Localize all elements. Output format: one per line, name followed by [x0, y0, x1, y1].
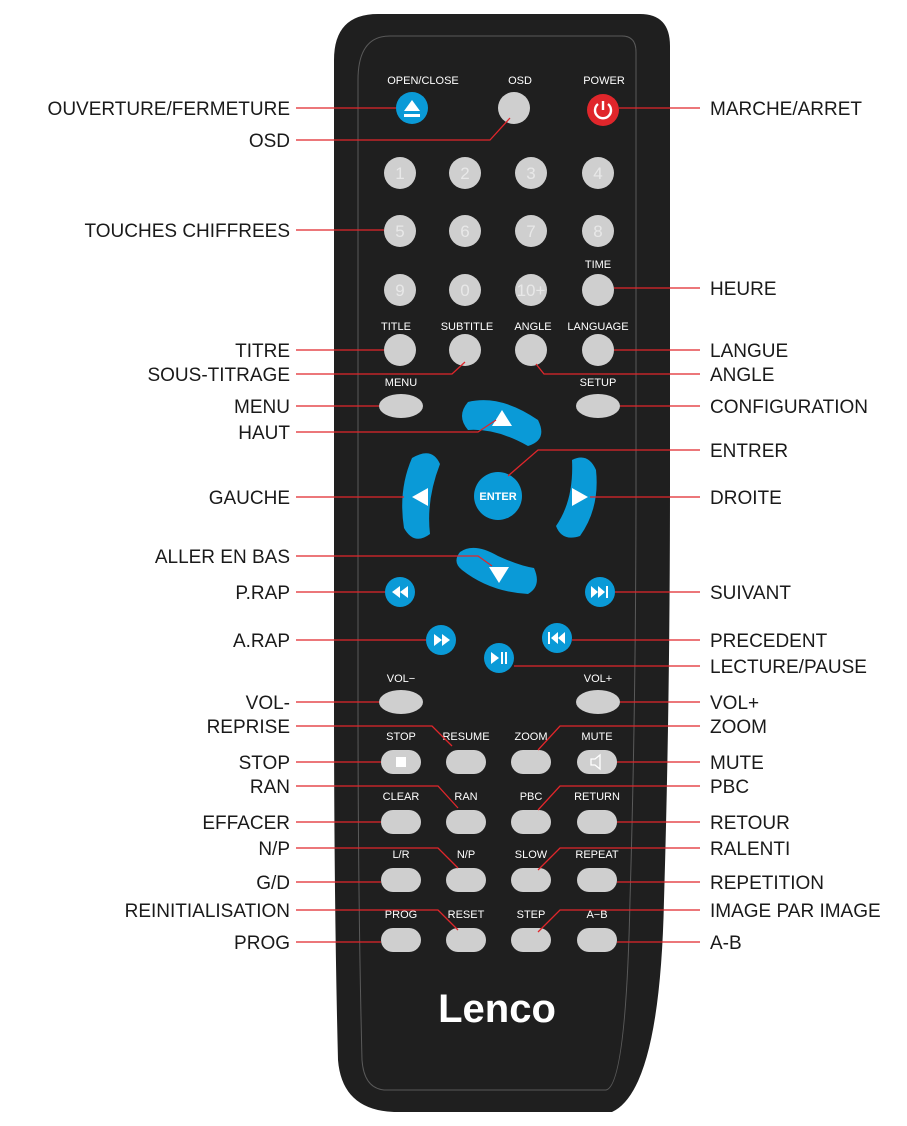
title-button[interactable] — [384, 334, 416, 366]
digit-label: 4 — [593, 164, 603, 183]
label-vol_minus: VOL- — [245, 693, 290, 714]
title-caption: TITLE — [381, 321, 411, 333]
label-configuration: CONFIGURATION — [710, 397, 868, 418]
mute-button[interactable] — [577, 750, 617, 774]
label-angle: ANGLE — [710, 365, 775, 386]
label-retour: RETOUR — [710, 813, 790, 834]
label-np: N/P — [258, 839, 290, 860]
vol-plus-caption: VOL+ — [583, 673, 613, 685]
np-caption: N/P — [456, 849, 476, 861]
label-a_rap: A.RAP — [232, 631, 290, 652]
label-touches: TOUCHES CHIFFREES — [84, 221, 290, 242]
prog-caption: PROG — [384, 909, 418, 921]
label-osd: OSD — [248, 131, 290, 152]
subtitle-button[interactable] — [449, 334, 481, 366]
open-close-caption: OPEN/CLOSE — [387, 75, 459, 87]
pbc-button[interactable] — [511, 810, 551, 834]
digit-label: 10+ — [516, 281, 546, 300]
enter-caption: ENTER — [479, 491, 517, 503]
stop-icon — [396, 757, 406, 767]
label-repetition: REPETITION — [710, 873, 825, 894]
angle-button[interactable] — [515, 334, 547, 366]
language-button[interactable] — [582, 334, 614, 366]
label-ran: RAN — [249, 777, 290, 798]
digit-label: 2 — [460, 164, 470, 183]
lr-button[interactable] — [381, 868, 421, 892]
menu-button[interactable] — [379, 394, 423, 418]
digit-label: 1 — [395, 164, 405, 183]
label-image_par_image: IMAGE PAR IMAGE — [710, 901, 881, 922]
label-pbc: PBC — [710, 777, 750, 798]
return-button[interactable] — [577, 810, 617, 834]
resume-caption: RESUME — [442, 731, 490, 743]
label-prog: PROG — [234, 933, 290, 954]
step-button[interactable] — [511, 928, 551, 952]
language-caption: LANGUAGE — [567, 321, 629, 333]
digit-label: 7 — [526, 222, 536, 241]
osd-caption: OSD — [508, 75, 532, 87]
menu-caption: MENU — [384, 377, 418, 389]
label-mute: MUTE — [710, 753, 764, 774]
slow-caption: SLOW — [514, 849, 548, 861]
label-ralenti: RALENTI — [710, 839, 791, 860]
ab-button[interactable] — [577, 928, 617, 952]
label-zoom: ZOOM — [710, 717, 767, 738]
mute-caption: MUTE — [581, 731, 613, 743]
label-gd: G/D — [256, 873, 290, 894]
label-aller_bas: ALLER EN BAS — [154, 547, 290, 568]
angle-caption: ANGLE — [514, 321, 552, 333]
clear-button[interactable] — [381, 810, 421, 834]
resume-button[interactable] — [446, 750, 486, 774]
digit-label: 8 — [593, 222, 603, 241]
vol-plus-button[interactable] — [576, 690, 620, 714]
label-marche: MARCHE/ARRET — [710, 99, 863, 120]
power-caption: POWER — [583, 75, 625, 87]
setup-button[interactable] — [576, 394, 620, 418]
slow-button[interactable] — [511, 868, 551, 892]
previous-icon — [548, 632, 550, 644]
prog-button[interactable] — [381, 928, 421, 952]
time-caption: TIME — [584, 259, 612, 271]
label-precedent: PRECEDENT — [710, 631, 828, 652]
stop-caption: STOP — [386, 731, 416, 743]
osd-button[interactable] — [498, 92, 530, 124]
clear-caption: CLEAR — [382, 791, 420, 803]
digit-label: 5 — [395, 222, 405, 241]
label-langue: LANGUE — [710, 341, 789, 362]
label-droite: DROITE — [710, 488, 782, 509]
label-heure: HEURE — [710, 279, 777, 300]
label-ab: A-B — [710, 933, 742, 954]
label-menu: MENU — [234, 397, 290, 418]
label-titre: TITRE — [235, 341, 290, 362]
vol-minus-caption: VOL− — [386, 673, 416, 685]
label-ouverture: OUVERTURE/FERMETURE — [47, 99, 290, 120]
label-vol_plus: VOL+ — [710, 693, 760, 714]
digit-label: 9 — [395, 281, 405, 300]
return-caption: RETURN — [574, 791, 620, 803]
label-suivant: SUIVANT — [710, 583, 791, 604]
setup-caption: SETUP — [579, 377, 617, 389]
reset-caption: RESET — [447, 909, 485, 921]
digit-label: 0 — [460, 281, 470, 300]
zoom-button[interactable] — [511, 750, 551, 774]
ran-caption: RAN — [454, 791, 478, 803]
label-lecture_pause: LECTURE/PAUSE — [710, 657, 867, 678]
repeat-button[interactable] — [577, 868, 617, 892]
subtitle-caption: SUBTITLE — [440, 321, 494, 333]
digit-label: 3 — [526, 164, 536, 183]
reset-button[interactable] — [446, 928, 486, 952]
label-reinit: REINITIALISATION — [124, 901, 290, 922]
repeat-caption: REPEAT — [575, 849, 619, 861]
label-p_rap: P.RAP — [235, 583, 290, 604]
ab-caption: A−B — [586, 909, 608, 921]
digit-label: 6 — [460, 222, 470, 241]
zoom-caption: ZOOM — [514, 731, 548, 743]
pbc-caption: PBC — [519, 791, 543, 803]
time-button[interactable] — [582, 274, 614, 306]
label-gauche: GAUCHE — [208, 488, 290, 509]
step-caption: STEP — [516, 909, 546, 921]
np-button[interactable] — [446, 868, 486, 892]
label-entrer: ENTRER — [710, 441, 789, 462]
label-haut: HAUT — [238, 423, 290, 444]
lr-caption: L/R — [392, 849, 410, 861]
vol-minus-button[interactable] — [379, 690, 423, 714]
ran-button[interactable] — [446, 810, 486, 834]
label-reprise: REPRISE — [206, 717, 290, 738]
label-stop: STOP — [238, 753, 290, 774]
label-effacer: EFFACER — [202, 813, 290, 834]
brand-logo: Lenco — [438, 987, 556, 1031]
label-sous_titrage: SOUS-TITRAGE — [147, 365, 290, 386]
